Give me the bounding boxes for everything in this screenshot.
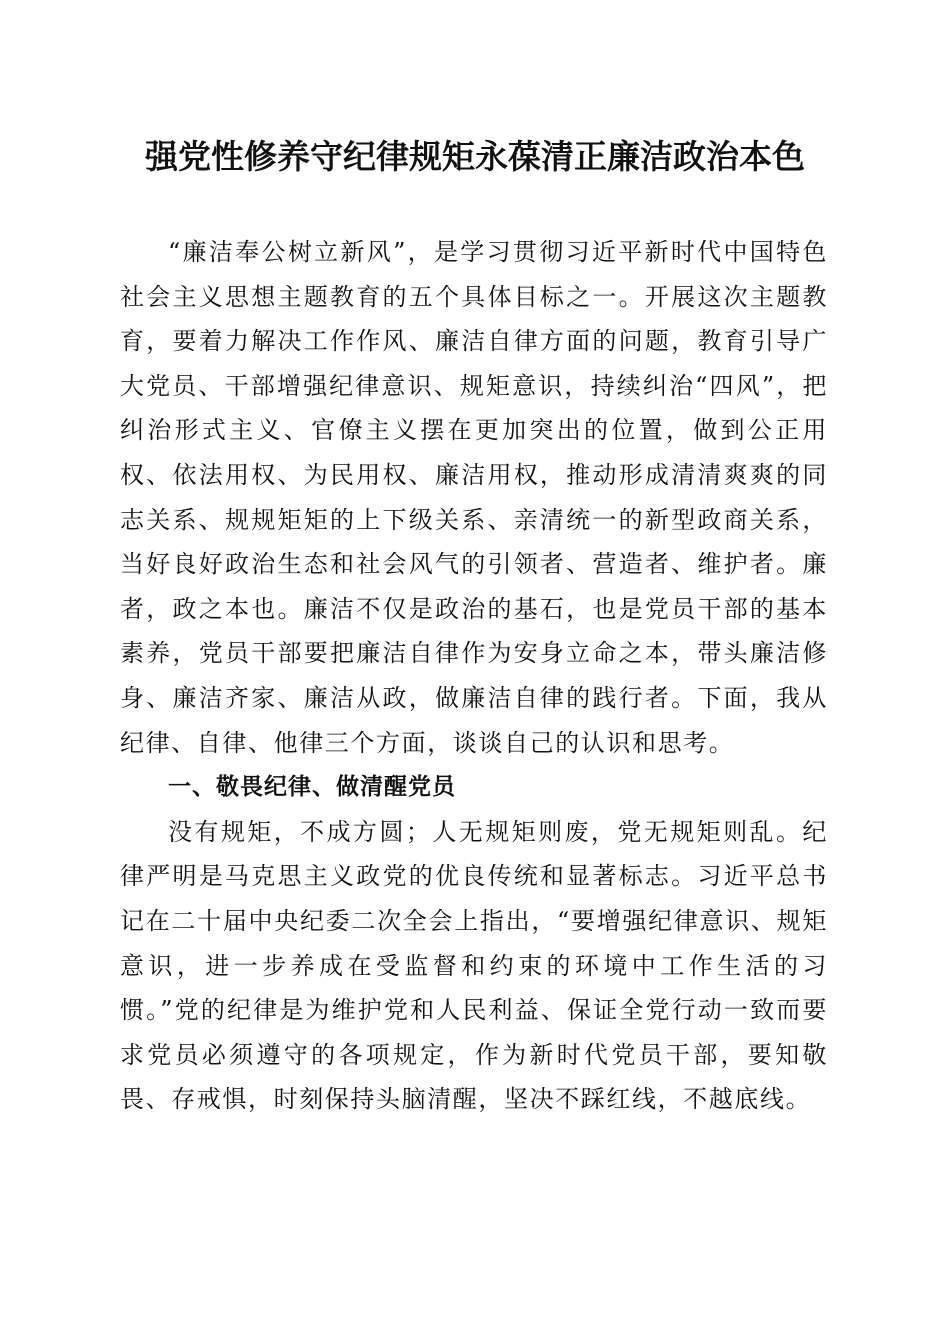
section-heading-1: 一、敬畏纪律、做清醒党员 bbox=[168, 774, 456, 801]
intro-paragraph: “廉洁奉公树立新风”，是学习贯彻习近平新时代中国特色社会主义思想主题教育的五个具体目标之一。开展这次主题教育，要着力解决工作作风、廉洁自律方面的问题，教育引导广大党员、干部增强纪律意识、规矩意识，持续纠治“四风”，把纠治形式主义、官僚主义摆在更加突出的位置，做到公正用权、依法用权、为民用权、廉洁用权，推动形成清清爽爽的同志关系、规规矩矩的上下级关系、亲清统一的新型政商关系，当好良好政治生态和社会风气的引领者、营造者、维护者。廉者，政之本也。廉洁不仅是政治的基石，也是党员干部的基本素养，党员干部要把廉洁自律作为安身立命之本，带头廉洁修身、廉洁齐家、廉洁从政，做廉洁自律的践行者。下面，我从纪律、自律、他律三个方面，谈谈自己的认识和思考。 bbox=[120, 238, 828, 757]
document-body bbox=[120, 230, 828, 1122]
section-1-paragraph: 没有规矩，不成方圆；人无规矩则废，党无规矩则乱。纪律严明是马克思主义政党的优良传统和显著标志。习近平总书记在二十届中央纪委二次全会上指出，“要增强纪律意识、规矩意识，进一步养成在受监督和约束的环境中工作生活的习惯。”党的纪律是为维护党和人民利益、保证全党行动一致而要求党员必须遵守的各项规定，作为新时代党员干部，要知敬畏、存戒惧，时刻保持头脑清醒，坚决不踩红线，不越底线。 bbox=[120, 817, 828, 1114]
document-title: 强党性修养守纪律规矩永葆清正廉洁政治本色 bbox=[145, 137, 805, 176]
